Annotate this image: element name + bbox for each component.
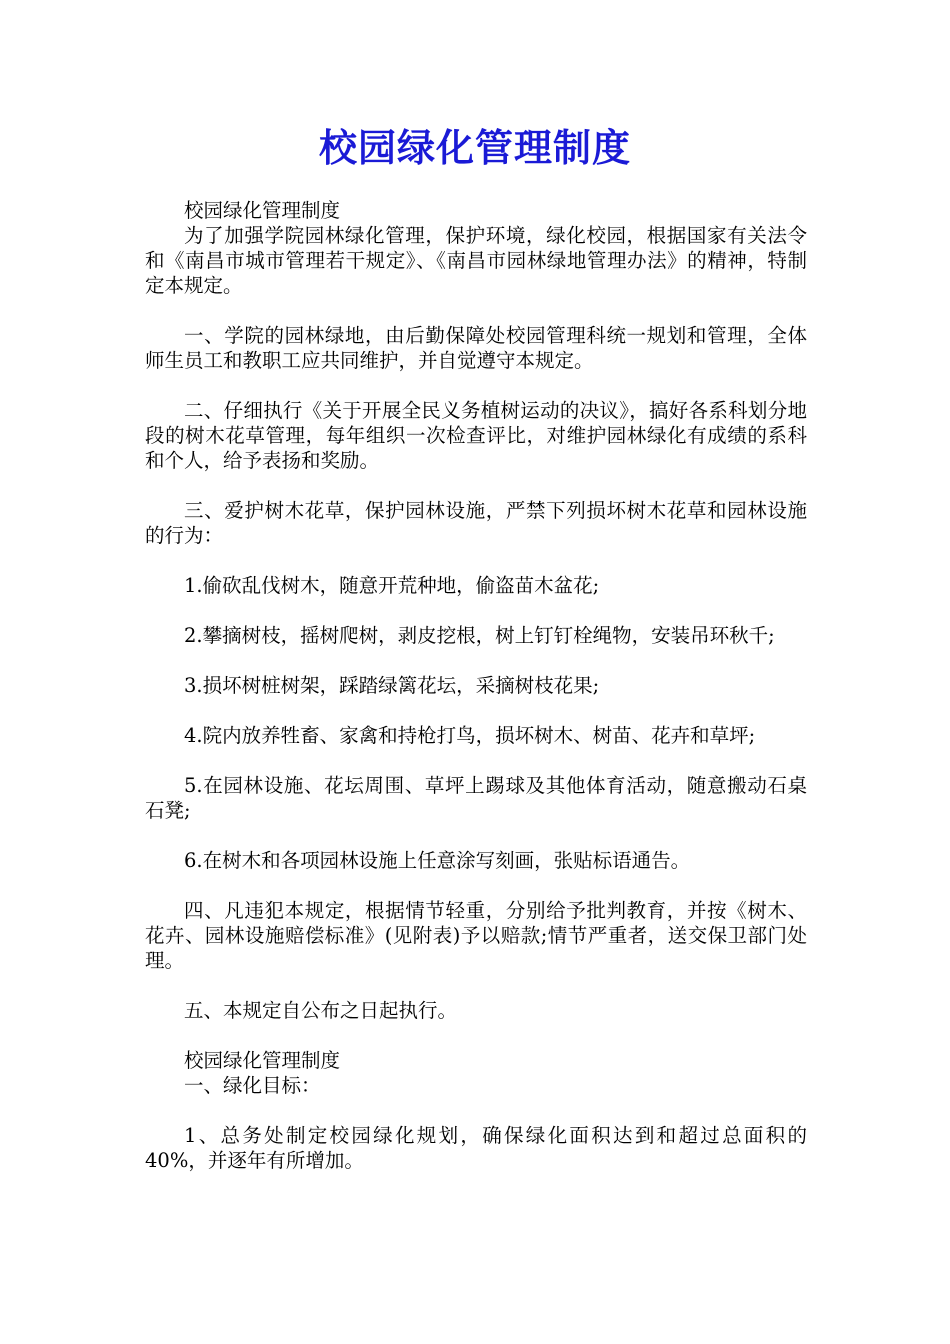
paragraph-article-4: 四、凡违犯本规定，根据情节轻重，分别给予批判教育，并按《树木、花卉、园林设施赔偿标准》(见附表)予以赔款;情节严重者，送交保卫部门处理。 — [145, 899, 807, 972]
list-item: 2.攀摘树枝，摇树爬树，剥皮挖根，树上钉钉栓绳物，安装吊环秋千; — [184, 624, 775, 647]
paragraph-article-5: 五、本规定自公布之日起执行。 — [184, 999, 458, 1022]
paragraph-goal-heading: 一、绿化目标： — [184, 1074, 321, 1097]
list-item: 6.在树木和各项园林设施上任意涂写刻画，张贴标语通告。 — [184, 849, 691, 872]
list-item: 5.在园林设施、花坛周围、草坪上踢球及其他体育活动，随意搬动石桌石凳; — [145, 774, 807, 822]
document-body — [145, 198, 807, 1173]
paragraph-article-2: 二、仔细执行《关于开展全民义务植树运动的决议》，搞好各系科划分地段的树木花草管理，每年组织一次检查评比，对维护园林绿化有成绩的系科和个人，给予表扬和奖励。 — [145, 399, 807, 472]
paragraph-section-heading: 校园绿化管理制度 — [184, 1049, 341, 1072]
paragraph-article-3: 三、爱护树木花草，保护园林设施，严禁下列损坏树木花草和园林设施的行为： — [145, 499, 807, 547]
paragraph-preamble: 为了加强学院园林绿化管理，保护环境，绿化校园，根据国家有关法令和《南昌市城市管理若干规定》、《南昌市园林绿地管理办法》的精神，特制定本规定。 — [145, 224, 807, 297]
list-item: 4.院内放养牲畜、家禽和持枪打鸟，损坏树木、树苗、花卉和草坪; — [184, 724, 756, 747]
paragraph-goal-1: 1、总务处制定校园绿化规划，确保绿化面积达到和超过总面积的 40%，并逐年有所增加。 — [145, 1124, 807, 1172]
list-item: 3.损坏树桩树架，踩踏绿篱花坛，采摘树枝花果; — [184, 674, 600, 697]
document-title: 校园绿化管理制度 — [318, 126, 631, 170]
paragraph-article-1: 一、学院的园林绿地，由后勤保障处校园管理科统一规划和管理，全体师生员工和教职工应共同维护，并自觉遵守本规定。 — [145, 324, 807, 372]
paragraph-subtitle: 校园绿化管理制度 — [184, 199, 341, 222]
list-item: 1.偷砍乱伐树木，随意开荒种地，偷盗苗木盆花; — [184, 574, 600, 597]
